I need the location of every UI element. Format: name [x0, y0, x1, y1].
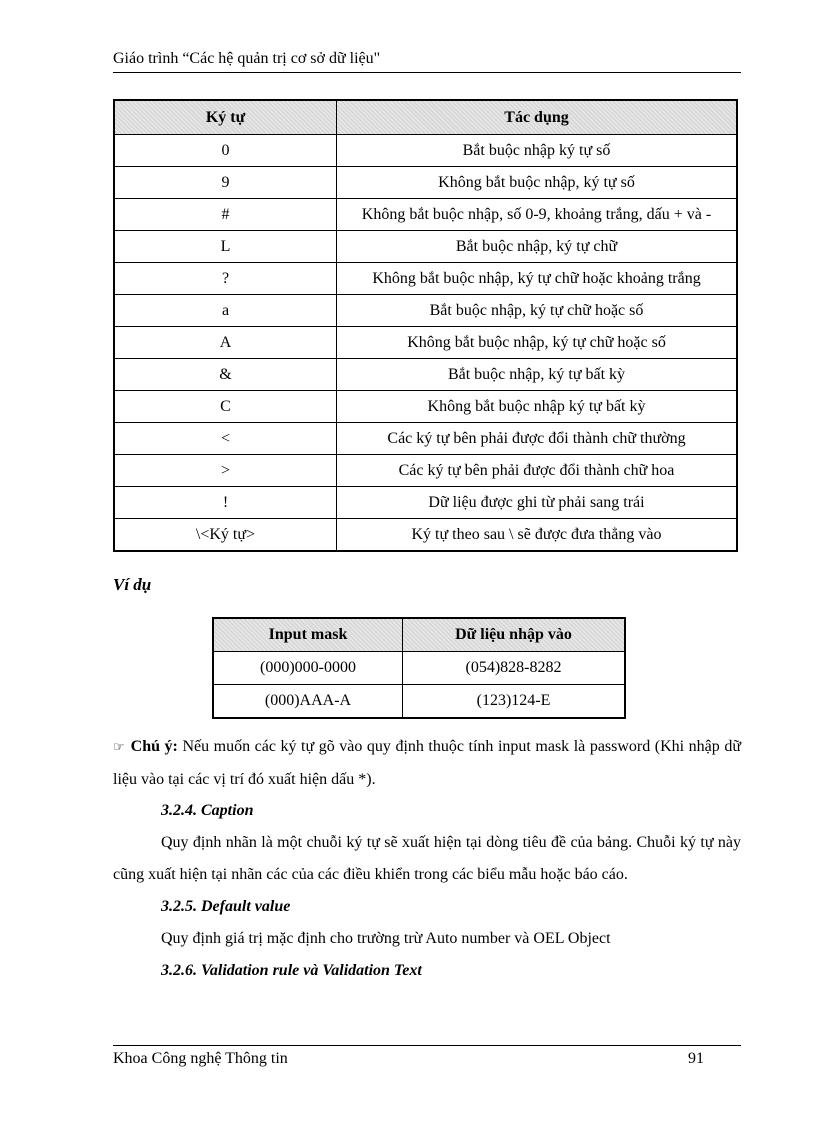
page-header	[113, 49, 741, 73]
example-heading: Ví dụ	[113, 575, 152, 594]
table-row	[114, 199, 737, 231]
note-paragraph	[113, 731, 741, 796]
note-text: Nếu muốn các ký tự gõ vào quy định thuộc tính input mask là password (Khi nhập dữ liệu vào tại các vị trí đó xuất hiện dấu *).	[113, 738, 741, 788]
mask-effect: Bắt buộc nhập, ký tự chữ hoặc số	[337, 295, 738, 327]
column-header-input-mask: Input mask	[213, 618, 403, 652]
note-label: Chú ý:	[130, 738, 178, 755]
table-row	[114, 391, 737, 423]
table-row	[114, 327, 737, 359]
mask-character: #	[114, 199, 337, 231]
mask-character: !	[114, 487, 337, 519]
mask-effect: Bắt buộc nhập, ký tự chữ	[337, 231, 738, 263]
example-value: (054)828-8282	[403, 652, 626, 685]
mask-effect: Bắt buộc nhập, ký tự bất kỳ	[337, 359, 738, 391]
column-header-character: Ký tự	[114, 100, 337, 135]
mask-effect: Không bắt buộc nhập, số 0-9, khoảng trắng, dấu + và -	[337, 199, 738, 231]
table-row	[114, 455, 737, 487]
pointing-hand-icon: ☞	[113, 740, 125, 755]
mask-effect: Bắt buộc nhập ký tự số	[337, 135, 738, 167]
example-mask: (000)AAA-A	[213, 685, 403, 719]
table-row	[114, 167, 737, 199]
column-header-effect: Tác dụng	[337, 100, 738, 135]
mask-effect: Dữ liệu được ghi từ phải sang trái	[337, 487, 738, 519]
table-row	[114, 519, 737, 552]
table-row	[213, 652, 625, 685]
mask-character: ?	[114, 263, 337, 295]
mask-character: a	[114, 295, 337, 327]
page-footer	[113, 1045, 741, 1069]
page-number: 91	[688, 1050, 704, 1067]
section-caption-text: Quy định nhãn là một chuỗi ký tự sẽ xuất hiện tại dòng tiêu đề của bảng. Chuỗi ký tự này cũng xuất hiện tại nhãn các của các điều khiển trong các biểu mẫu hoặc báo cáo.	[113, 834, 741, 883]
section-default-value-heading: 3.2.5. Default value	[161, 898, 291, 915]
column-header-input-data: Dữ liệu nhập vào	[403, 618, 626, 652]
footer-department: Khoa Công nghệ Thông tin	[113, 1050, 288, 1067]
table-row	[114, 231, 737, 263]
mask-character: <	[114, 423, 337, 455]
mask-effect: Không bắt buộc nhập, ký tự số	[337, 167, 738, 199]
mask-character: C	[114, 391, 337, 423]
mask-effect: Ký tự theo sau \ sẽ được đưa thẳng vào	[337, 519, 738, 552]
mask-character: &	[114, 359, 337, 391]
mask-character: 9	[114, 167, 337, 199]
table-header-row	[213, 618, 625, 652]
table-row	[114, 295, 737, 327]
table-row	[114, 423, 737, 455]
mask-character: 0	[114, 135, 337, 167]
mask-character: L	[114, 231, 337, 263]
input-mask-character-table	[113, 99, 738, 552]
table-row	[213, 685, 625, 719]
mask-effect: Không bắt buộc nhập, ký tự chữ hoặc khoảng trắng	[337, 263, 738, 295]
example-mask: (000)000-0000	[213, 652, 403, 685]
mask-effect: Các ký tự bên phải được đổi thành chữ hoa	[337, 455, 738, 487]
section-caption-heading: 3.2.4. Caption	[161, 802, 254, 819]
example-value: (123)124-E	[403, 685, 626, 719]
mask-character: A	[114, 327, 337, 359]
mask-character: >	[114, 455, 337, 487]
table-row	[114, 487, 737, 519]
header-title: Giáo trình “Các hệ quản trị cơ sở dữ liệu"	[113, 50, 381, 67]
section-validation-heading: 3.2.6. Validation rule và Validation Text	[161, 962, 422, 979]
section-default-value-text: Quy định giá trị mặc định cho trường trừ Auto number và OEL Object	[161, 930, 611, 947]
table-row	[114, 359, 737, 391]
mask-effect: Không bắt buộc nhập ký tự bất kỳ	[337, 391, 738, 423]
table-header-row	[114, 100, 737, 135]
table-row	[114, 263, 737, 295]
example-table	[212, 617, 626, 719]
mask-effect: Không bắt buộc nhập, ký tự chữ hoặc số	[337, 327, 738, 359]
table-row	[114, 135, 737, 167]
mask-character: \<Ký tự>	[114, 519, 337, 552]
mask-effect: Các ký tự bên phải được đổi thành chữ thường	[337, 423, 738, 455]
